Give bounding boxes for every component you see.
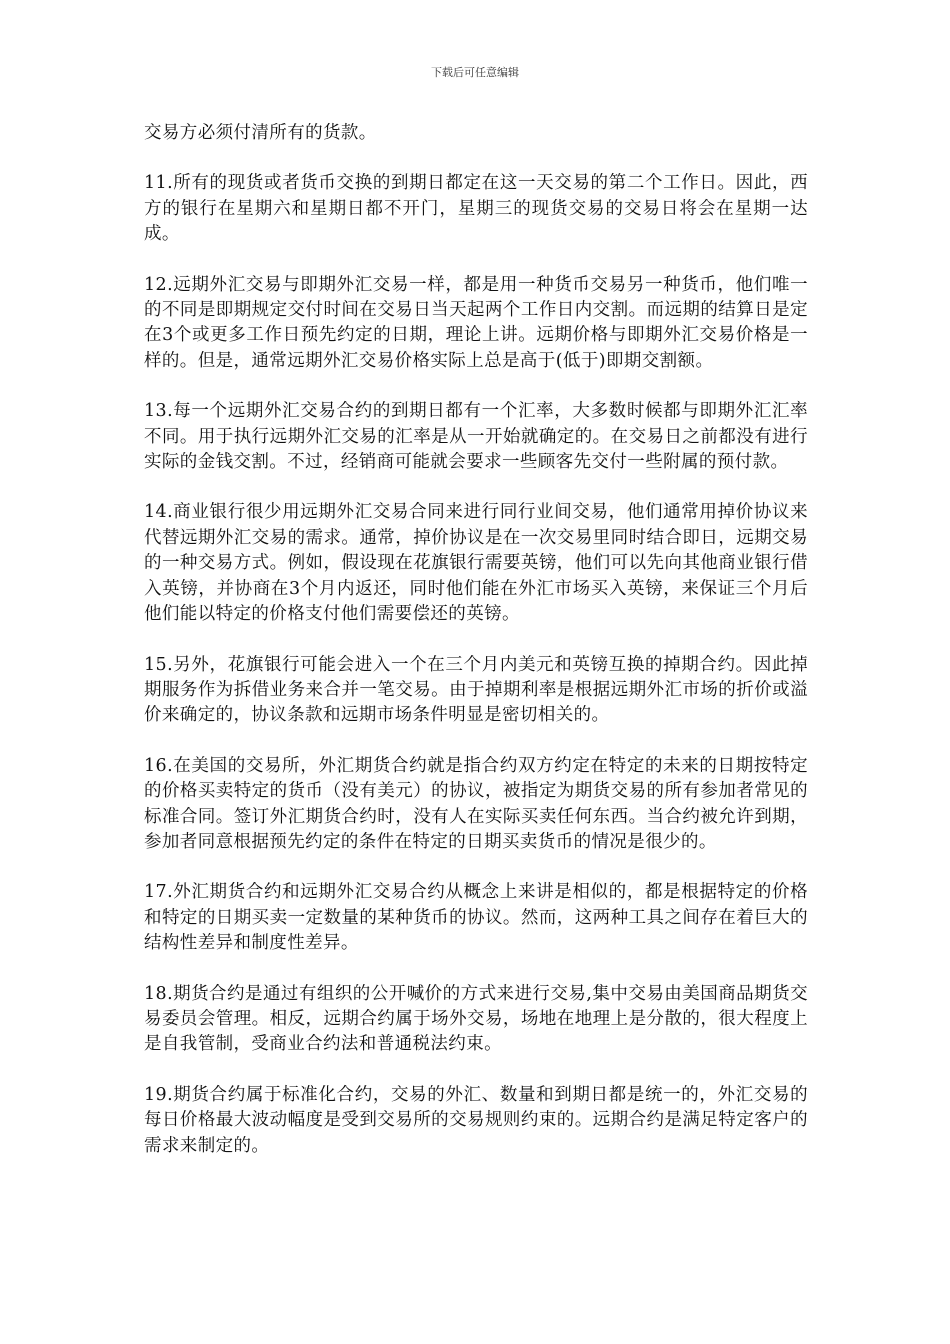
paragraph: 18.期货合约是通过有组织的公开喊价的方式来进行交易,集中交易由美国商品期货交易委员会管理。相反，远期合约属于场外交易，场地在地理上是分散的，很大程度上是自我管制，受商业合约法和普通税法约束。 [144,983,808,1055]
paragraph: 13.每一个远期外汇交易合约的到期日都有一个汇率，大多数时候都与即期外汇汇率不同。用于执行远期外汇交易的汇率是从一开始就确定的。在交易日之前都没有进行实际的金钱交割。不过，经销商可能就会要求一些顾客先交付一些附属的预付款。 [144,401,808,473]
paragraph: 12.远期外汇交易与即期外汇交易一样，都是用一种货币交易另一种货币，他们唯一的不同是即期规定交付时间在交易日当天起两个工作日内交割。而远期的结算日是定在3个或更多工作日预先约定的日期，理论上讲。远期价格与即期外汇交易价格是一样的。但是，通常远期外汇交易价格实际上总是高于(低于)即期交割额。 [144,274,808,371]
paragraph: 14.商业银行很少用远期外汇交易合同来进行同行业间交易，他们通常用掉价协议来代替远期外汇交易的需求。通常，掉价协议是在一次交易里同时结合即日，远期交易的一种交易方式。例如，假设现在花旗银行需要英镑，他们可以先向其他商业银行借入英镑，并协商在3个月内返还，同时他们能在外汇市场买入英镑，来保证三个月后他们能以特定的价格支付他们需要偿还的英镑。 [144,502,808,625]
paragraph: 17.外汇期货合约和远期外汇交易合约从概念上来讲是相似的，都是根据特定的价格和特定的日期买卖一定数量的某种货币的协议。然而，这两种工具之间存在着巨大的结构性差异和制度性差异。 [144,882,808,954]
paragraph: 19.期货合约属于标准化合约，交易的外汇、数量和到期日都是统一的，外汇交易的每日价格最大波动幅度是受到交易所的交易规则约束的。远期合约是满足特定客户的需求来制定的。 [144,1084,808,1156]
paragraph: 16.在美国的交易所，外汇期货合约就是指合约双方约定在特定的未来的日期按特定的价格买卖特定的货币（没有美元）的协议，被指定为期货交易的所有参加者常见的标准合同。签订外汇期货合约时，没有人在实际买卖任何东西。当合约被允许到期，参加者同意根据预先约定的条件在特定的日期买卖货币的情况是很少的。 [144,755,808,852]
paragraph: 15.另外，花旗银行可能会进入一个在三个月内美元和英镑互换的掉期合约。因此掉期服务作为拆借业务来合并一笔交易。由于掉期利率是根据远期外汇市场的折价或溢价来确定的，协议条款和远期市场条件明显是密切相关的。 [144,654,808,726]
paragraph: 11.所有的现货或者货币交换的到期日都定在这一天交易的第二个工作日。因此，西方的银行在星期六和星期日都不开门，星期三的现货交易的交易日将会在星期一达成。 [144,173,808,245]
paragraph: 交易方必须付清所有的货款。 [144,123,377,143]
document-body [144,121,808,1159]
page-header: 下载后可任意编辑 [431,66,519,79]
